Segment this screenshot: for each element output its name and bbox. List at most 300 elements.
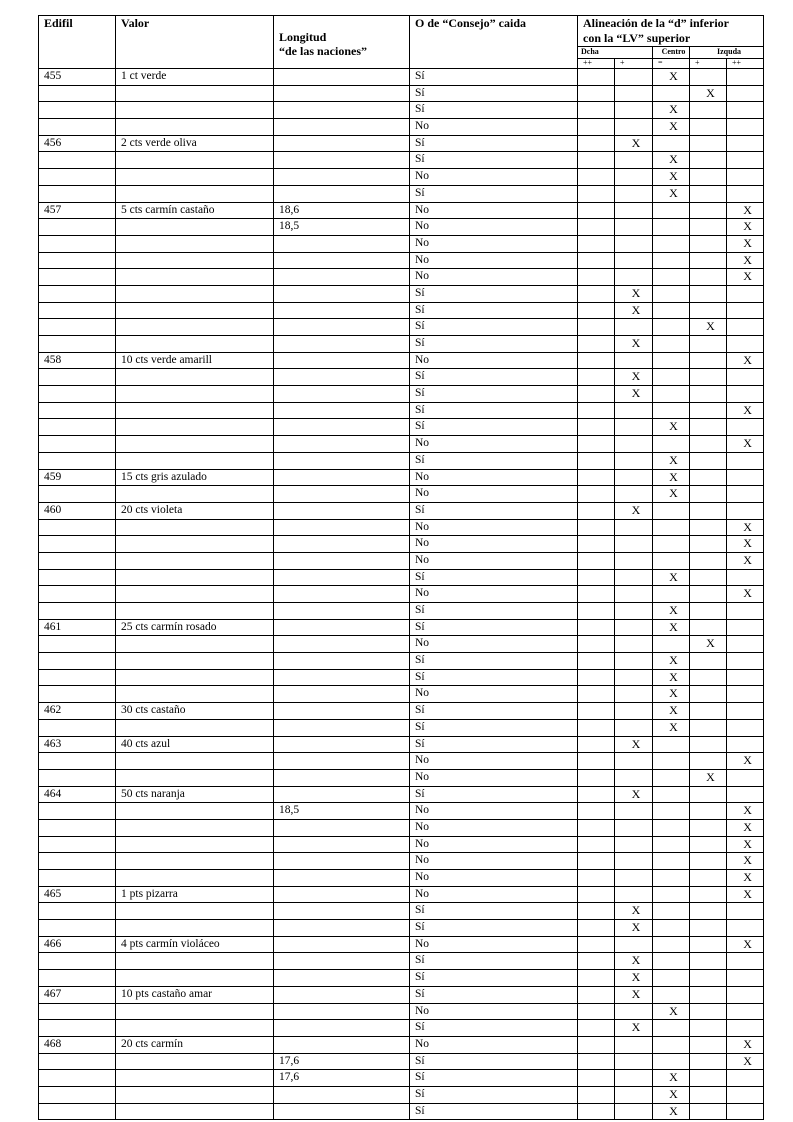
- alignment-cell-2: [615, 686, 653, 703]
- header-mark-centro-equal: =: [653, 59, 690, 69]
- alignment-cell-4: [690, 703, 727, 720]
- alignment-cell-2: [615, 1103, 653, 1120]
- longitud-cell: [274, 319, 410, 336]
- longitud-cell: [274, 486, 410, 503]
- alignment-cell-1: [578, 569, 615, 586]
- consejo-cell: Sí: [410, 569, 578, 586]
- alignment-cell-5: [727, 736, 764, 753]
- alignment-cell-4: [690, 669, 727, 686]
- alignment-cell-1: [578, 169, 615, 186]
- alignment-cell-4: [690, 1070, 727, 1087]
- edifil-cell: [39, 1103, 116, 1120]
- alignment-cell-2: X: [615, 135, 653, 152]
- alignment-cell-5: [727, 102, 764, 119]
- consejo-cell: No: [410, 803, 578, 820]
- alignment-cell-1: [578, 235, 615, 252]
- alignment-cell-5: X: [727, 836, 764, 853]
- valor-cell: [116, 169, 274, 186]
- alignment-cell-2: [615, 69, 653, 86]
- valor-cell: [116, 486, 274, 503]
- table-row: [39, 185, 764, 202]
- consejo-cell: Sí: [410, 135, 578, 152]
- longitud-cell: [274, 769, 410, 786]
- alignment-cell-4: [690, 603, 727, 620]
- consejo-cell: Sí: [410, 302, 578, 319]
- table-row: [39, 1103, 764, 1120]
- table-row: [39, 836, 764, 853]
- alignment-cell-3: [653, 502, 690, 519]
- table-row: [39, 336, 764, 353]
- alignment-cell-1: [578, 686, 615, 703]
- table-row: [39, 169, 764, 186]
- alignment-cell-5: X: [727, 819, 764, 836]
- longitud-cell: [274, 502, 410, 519]
- consejo-cell: No: [410, 352, 578, 369]
- table-row: [39, 920, 764, 937]
- alignment-cell-2: [615, 219, 653, 236]
- edifil-cell: [39, 569, 116, 586]
- consejo-cell: Sí: [410, 1020, 578, 1037]
- alignment-cell-4: [690, 653, 727, 670]
- alignment-cell-1: [578, 352, 615, 369]
- longitud-cell: [274, 336, 410, 353]
- alignment-cell-1: [578, 152, 615, 169]
- header-valor: Valor: [116, 16, 274, 69]
- alignment-cell-5: [727, 1070, 764, 1087]
- consejo-cell: Sí: [410, 1103, 578, 1120]
- table-row: [39, 402, 764, 419]
- alignment-cell-5: X: [727, 519, 764, 536]
- alignment-cell-4: [690, 452, 727, 469]
- alignment-cell-5: X: [727, 803, 764, 820]
- table-row: [39, 986, 764, 1003]
- alignment-cell-5: X: [727, 436, 764, 453]
- consejo-cell: No: [410, 235, 578, 252]
- edifil-cell: 456: [39, 135, 116, 152]
- edifil-cell: [39, 519, 116, 536]
- valor-cell: [116, 1086, 274, 1103]
- alignment-cell-5: X: [727, 936, 764, 953]
- consejo-cell: Sí: [410, 719, 578, 736]
- table-row: [39, 653, 764, 670]
- valor-cell: [116, 803, 274, 820]
- longitud-cell: [274, 1086, 410, 1103]
- alignment-cell-2: [615, 352, 653, 369]
- valor-cell: [116, 769, 274, 786]
- alignment-cell-2: [615, 486, 653, 503]
- alignment-cell-3: [653, 736, 690, 753]
- edifil-cell: [39, 252, 116, 269]
- table-row: [39, 235, 764, 252]
- alignment-cell-5: X: [727, 870, 764, 887]
- alignment-cell-2: X: [615, 903, 653, 920]
- valor-cell: [116, 152, 274, 169]
- alignment-cell-4: [690, 419, 727, 436]
- valor-cell: [116, 102, 274, 119]
- longitud-cell: [274, 653, 410, 670]
- consejo-cell: No: [410, 636, 578, 653]
- consejo-cell: Sí: [410, 970, 578, 987]
- valor-cell: [116, 586, 274, 603]
- longitud-cell: [274, 536, 410, 553]
- edifil-cell: [39, 369, 116, 386]
- edifil-cell: [39, 819, 116, 836]
- alignment-cell-5: [727, 953, 764, 970]
- alignment-cell-4: [690, 386, 727, 403]
- valor-cell: [116, 536, 274, 553]
- consejo-cell: No: [410, 436, 578, 453]
- valor-cell: [116, 219, 274, 236]
- longitud-cell: [274, 1020, 410, 1037]
- alignment-cell-3: [653, 903, 690, 920]
- alignment-cell-2: X: [615, 336, 653, 353]
- table-row: [39, 970, 764, 987]
- alignment-cell-4: [690, 202, 727, 219]
- alignment-cell-4: [690, 1003, 727, 1020]
- alignment-cell-3: X: [653, 669, 690, 686]
- edifil-cell: [39, 1003, 116, 1020]
- header-mark-izquda-plus: +: [690, 59, 727, 69]
- valor-cell: [116, 1103, 274, 1120]
- valor-cell: [116, 1070, 274, 1087]
- table-row: [39, 519, 764, 536]
- alignment-cell-1: [578, 986, 615, 1003]
- header-dcha: Dcha: [578, 47, 653, 59]
- alignment-cell-5: [727, 502, 764, 519]
- header-edifil: Edifil: [39, 16, 116, 69]
- edifil-cell: [39, 586, 116, 603]
- alignment-cell-2: [615, 636, 653, 653]
- table-row: [39, 369, 764, 386]
- longitud-cell: [274, 1036, 410, 1053]
- alignment-cell-3: X: [653, 486, 690, 503]
- alignment-cell-2: [615, 769, 653, 786]
- longitud-cell: [274, 870, 410, 887]
- consejo-cell: No: [410, 169, 578, 186]
- longitud-cell: 18,5: [274, 803, 410, 820]
- table-row: [39, 886, 764, 903]
- valor-cell: [116, 552, 274, 569]
- longitud-cell: [274, 970, 410, 987]
- longitud-cell: [274, 386, 410, 403]
- alignment-cell-5: [727, 69, 764, 86]
- alignment-cell-5: [727, 1103, 764, 1120]
- longitud-cell: [274, 603, 410, 620]
- alignment-cell-3: [653, 386, 690, 403]
- consejo-cell: Sí: [410, 736, 578, 753]
- alignment-cell-1: [578, 953, 615, 970]
- alignment-cell-5: [727, 319, 764, 336]
- alignment-cell-5: [727, 369, 764, 386]
- valor-cell: [116, 953, 274, 970]
- edifil-cell: [39, 419, 116, 436]
- alignment-cell-5: [727, 703, 764, 720]
- alignment-cell-4: [690, 903, 727, 920]
- alignment-cell-5: [727, 119, 764, 136]
- alignment-cell-5: X: [727, 235, 764, 252]
- alignment-cell-5: X: [727, 402, 764, 419]
- alignment-cell-2: X: [615, 386, 653, 403]
- longitud-cell: 18,6: [274, 202, 410, 219]
- alignment-cell-5: X: [727, 252, 764, 269]
- table-row: [39, 486, 764, 503]
- longitud-cell: [274, 119, 410, 136]
- consejo-cell: No: [410, 536, 578, 553]
- longitud-cell: [274, 719, 410, 736]
- edifil-cell: [39, 152, 116, 169]
- alignment-cell-4: [690, 986, 727, 1003]
- table-row: [39, 936, 764, 953]
- consejo-cell: No: [410, 519, 578, 536]
- alignment-cell-5: X: [727, 269, 764, 286]
- valor-cell: 1 pts pizarra: [116, 886, 274, 903]
- header-mark-dcha-plusplus: ++: [578, 59, 615, 69]
- valor-cell: 5 cts carmín castaño: [116, 202, 274, 219]
- consejo-cell: Sí: [410, 69, 578, 86]
- valor-cell: 30 cts castaño: [116, 703, 274, 720]
- alignment-cell-1: [578, 936, 615, 953]
- edifil-cell: [39, 536, 116, 553]
- alignment-cell-1: [578, 185, 615, 202]
- table-row: [39, 1053, 764, 1070]
- valor-cell: [116, 719, 274, 736]
- alignment-cell-4: [690, 552, 727, 569]
- alignment-cell-4: [690, 586, 727, 603]
- alignment-cell-4: [690, 1053, 727, 1070]
- alignment-cell-1: [578, 853, 615, 870]
- alignment-cell-5: [727, 970, 764, 987]
- alignment-cell-2: [615, 853, 653, 870]
- longitud-cell: [274, 419, 410, 436]
- alignment-cell-3: [653, 336, 690, 353]
- valor-cell: [116, 819, 274, 836]
- consejo-cell: Sí: [410, 85, 578, 102]
- alignment-cell-3: X: [653, 569, 690, 586]
- table-row: [39, 669, 764, 686]
- alignment-cell-4: [690, 336, 727, 353]
- alignment-cell-3: [653, 953, 690, 970]
- valor-cell: [116, 836, 274, 853]
- alignment-cell-2: [615, 1070, 653, 1087]
- alignment-cell-4: [690, 219, 727, 236]
- edifil-cell: 465: [39, 886, 116, 903]
- longitud-cell: [274, 402, 410, 419]
- alignment-cell-1: [578, 1003, 615, 1020]
- consejo-cell: Sí: [410, 419, 578, 436]
- consejo-cell: No: [410, 853, 578, 870]
- longitud-cell: [274, 669, 410, 686]
- alignment-cell-3: X: [653, 619, 690, 636]
- edifil-cell: [39, 970, 116, 987]
- longitud-cell: [274, 986, 410, 1003]
- valor-cell: 2 cts verde oliva: [116, 135, 274, 152]
- valor-cell: [116, 753, 274, 770]
- alignment-cell-2: [615, 836, 653, 853]
- valor-cell: [116, 402, 274, 419]
- alignment-cell-3: [653, 753, 690, 770]
- alignment-cell-2: X: [615, 970, 653, 987]
- alignment-cell-1: [578, 386, 615, 403]
- alignment-cell-3: [653, 202, 690, 219]
- table-row: [39, 819, 764, 836]
- edifil-cell: 463: [39, 736, 116, 753]
- alignment-cell-1: [578, 903, 615, 920]
- alignment-cell-4: [690, 936, 727, 953]
- consejo-cell: Sí: [410, 185, 578, 202]
- alignment-cell-4: [690, 786, 727, 803]
- alignment-cell-1: [578, 1070, 615, 1087]
- alignment-cell-5: X: [727, 586, 764, 603]
- longitud-cell: [274, 836, 410, 853]
- alignment-cell-4: [690, 519, 727, 536]
- table-row: [39, 252, 764, 269]
- alignment-cell-1: [578, 753, 615, 770]
- longitud-cell: [274, 1003, 410, 1020]
- consejo-cell: Sí: [410, 502, 578, 519]
- consejo-cell: No: [410, 202, 578, 219]
- longitud-cell: [274, 619, 410, 636]
- edifil-cell: [39, 753, 116, 770]
- longitud-cell: [274, 452, 410, 469]
- header-centro: Centro: [653, 47, 690, 59]
- table-row: [39, 436, 764, 453]
- table-row: [39, 552, 764, 569]
- consejo-cell: Sí: [410, 986, 578, 1003]
- alignment-cell-3: X: [653, 469, 690, 486]
- table-row: [39, 202, 764, 219]
- edifil-cell: [39, 1020, 116, 1037]
- alignment-cell-5: [727, 786, 764, 803]
- alignment-cell-5: [727, 169, 764, 186]
- edifil-cell: [39, 1086, 116, 1103]
- valor-cell: [116, 336, 274, 353]
- alignment-cell-3: [653, 886, 690, 903]
- alignment-cell-5: [727, 903, 764, 920]
- alignment-cell-2: [615, 519, 653, 536]
- table-row: [39, 119, 764, 136]
- alignment-cell-3: [653, 436, 690, 453]
- alignment-cell-1: [578, 669, 615, 686]
- alignment-cell-1: [578, 1086, 615, 1103]
- edifil-cell: [39, 185, 116, 202]
- alignment-cell-5: X: [727, 536, 764, 553]
- alignment-cell-2: X: [615, 953, 653, 970]
- header-mark-izquda-plusplus: ++: [727, 59, 764, 69]
- valor-cell: [116, 603, 274, 620]
- valor-cell: [116, 386, 274, 403]
- alignment-cell-1: [578, 252, 615, 269]
- alignment-cell-1: [578, 85, 615, 102]
- alignment-cell-2: [615, 586, 653, 603]
- alignment-cell-3: [653, 986, 690, 1003]
- alignment-cell-4: X: [690, 85, 727, 102]
- edifil-cell: 455: [39, 69, 116, 86]
- edifil-cell: [39, 285, 116, 302]
- edifil-cell: [39, 319, 116, 336]
- alignment-cell-5: X: [727, 1053, 764, 1070]
- edifil-cell: [39, 1053, 116, 1070]
- alignment-cell-3: [653, 1053, 690, 1070]
- longitud-cell: [274, 886, 410, 903]
- alignment-cell-3: X: [653, 69, 690, 86]
- alignment-cell-5: [727, 669, 764, 686]
- alignment-cell-4: [690, 1103, 727, 1120]
- consejo-cell: Sí: [410, 319, 578, 336]
- consejo-cell: No: [410, 586, 578, 603]
- alignment-cell-3: X: [653, 1070, 690, 1087]
- valor-cell: 4 pts carmín violáceo: [116, 936, 274, 953]
- consejo-cell: No: [410, 836, 578, 853]
- edifil-cell: 460: [39, 502, 116, 519]
- consejo-cell: Sí: [410, 703, 578, 720]
- edifil-cell: [39, 903, 116, 920]
- edifil-cell: [39, 85, 116, 102]
- alignment-cell-2: X: [615, 369, 653, 386]
- table-row: [39, 870, 764, 887]
- header-longitud-line2: “de las naciones”: [279, 44, 368, 58]
- longitud-cell: [274, 369, 410, 386]
- alignment-cell-2: [615, 603, 653, 620]
- table-row: [39, 736, 764, 753]
- table-row: [39, 703, 764, 720]
- alignment-cell-4: X: [690, 636, 727, 653]
- table-row: [39, 302, 764, 319]
- edifil-cell: [39, 686, 116, 703]
- consejo-cell: No: [410, 936, 578, 953]
- valor-cell: [116, 903, 274, 920]
- alignment-cell-5: [727, 336, 764, 353]
- longitud-cell: [274, 753, 410, 770]
- valor-cell: 10 pts castaño amar: [116, 986, 274, 1003]
- alignment-cell-3: [653, 219, 690, 236]
- table-row: [39, 69, 764, 86]
- consejo-cell: Sí: [410, 953, 578, 970]
- longitud-cell: [274, 235, 410, 252]
- edifil-cell: 466: [39, 936, 116, 953]
- valor-cell: 25 cts carmín rosado: [116, 619, 274, 636]
- edifil-cell: [39, 436, 116, 453]
- valor-cell: [116, 269, 274, 286]
- alignment-cell-4: [690, 719, 727, 736]
- alignment-cell-1: [578, 119, 615, 136]
- alignment-cell-4: [690, 486, 727, 503]
- edifil-cell: [39, 102, 116, 119]
- alignment-cell-3: [653, 536, 690, 553]
- alignment-cell-4: [690, 920, 727, 937]
- edifil-cell: 457: [39, 202, 116, 219]
- consejo-cell: No: [410, 1003, 578, 1020]
- alignment-cell-4: [690, 102, 727, 119]
- alignment-cell-4: [690, 886, 727, 903]
- alignment-cell-3: [653, 769, 690, 786]
- alignment-cell-2: [615, 803, 653, 820]
- alignment-cell-5: X: [727, 352, 764, 369]
- alignment-cell-5: [727, 152, 764, 169]
- alignment-cell-3: [653, 920, 690, 937]
- header-longitud-line1: Longitud: [279, 30, 327, 44]
- consejo-cell: Sí: [410, 102, 578, 119]
- alignment-cell-3: X: [653, 719, 690, 736]
- alignment-cell-3: [653, 970, 690, 987]
- alignment-cell-1: [578, 519, 615, 536]
- table-row: [39, 686, 764, 703]
- alignment-cell-5: X: [727, 886, 764, 903]
- alignment-cell-4: [690, 1020, 727, 1037]
- alignment-cell-4: [690, 352, 727, 369]
- alignment-cell-1: [578, 536, 615, 553]
- alignment-cell-5: [727, 1086, 764, 1103]
- alignment-cell-3: X: [653, 169, 690, 186]
